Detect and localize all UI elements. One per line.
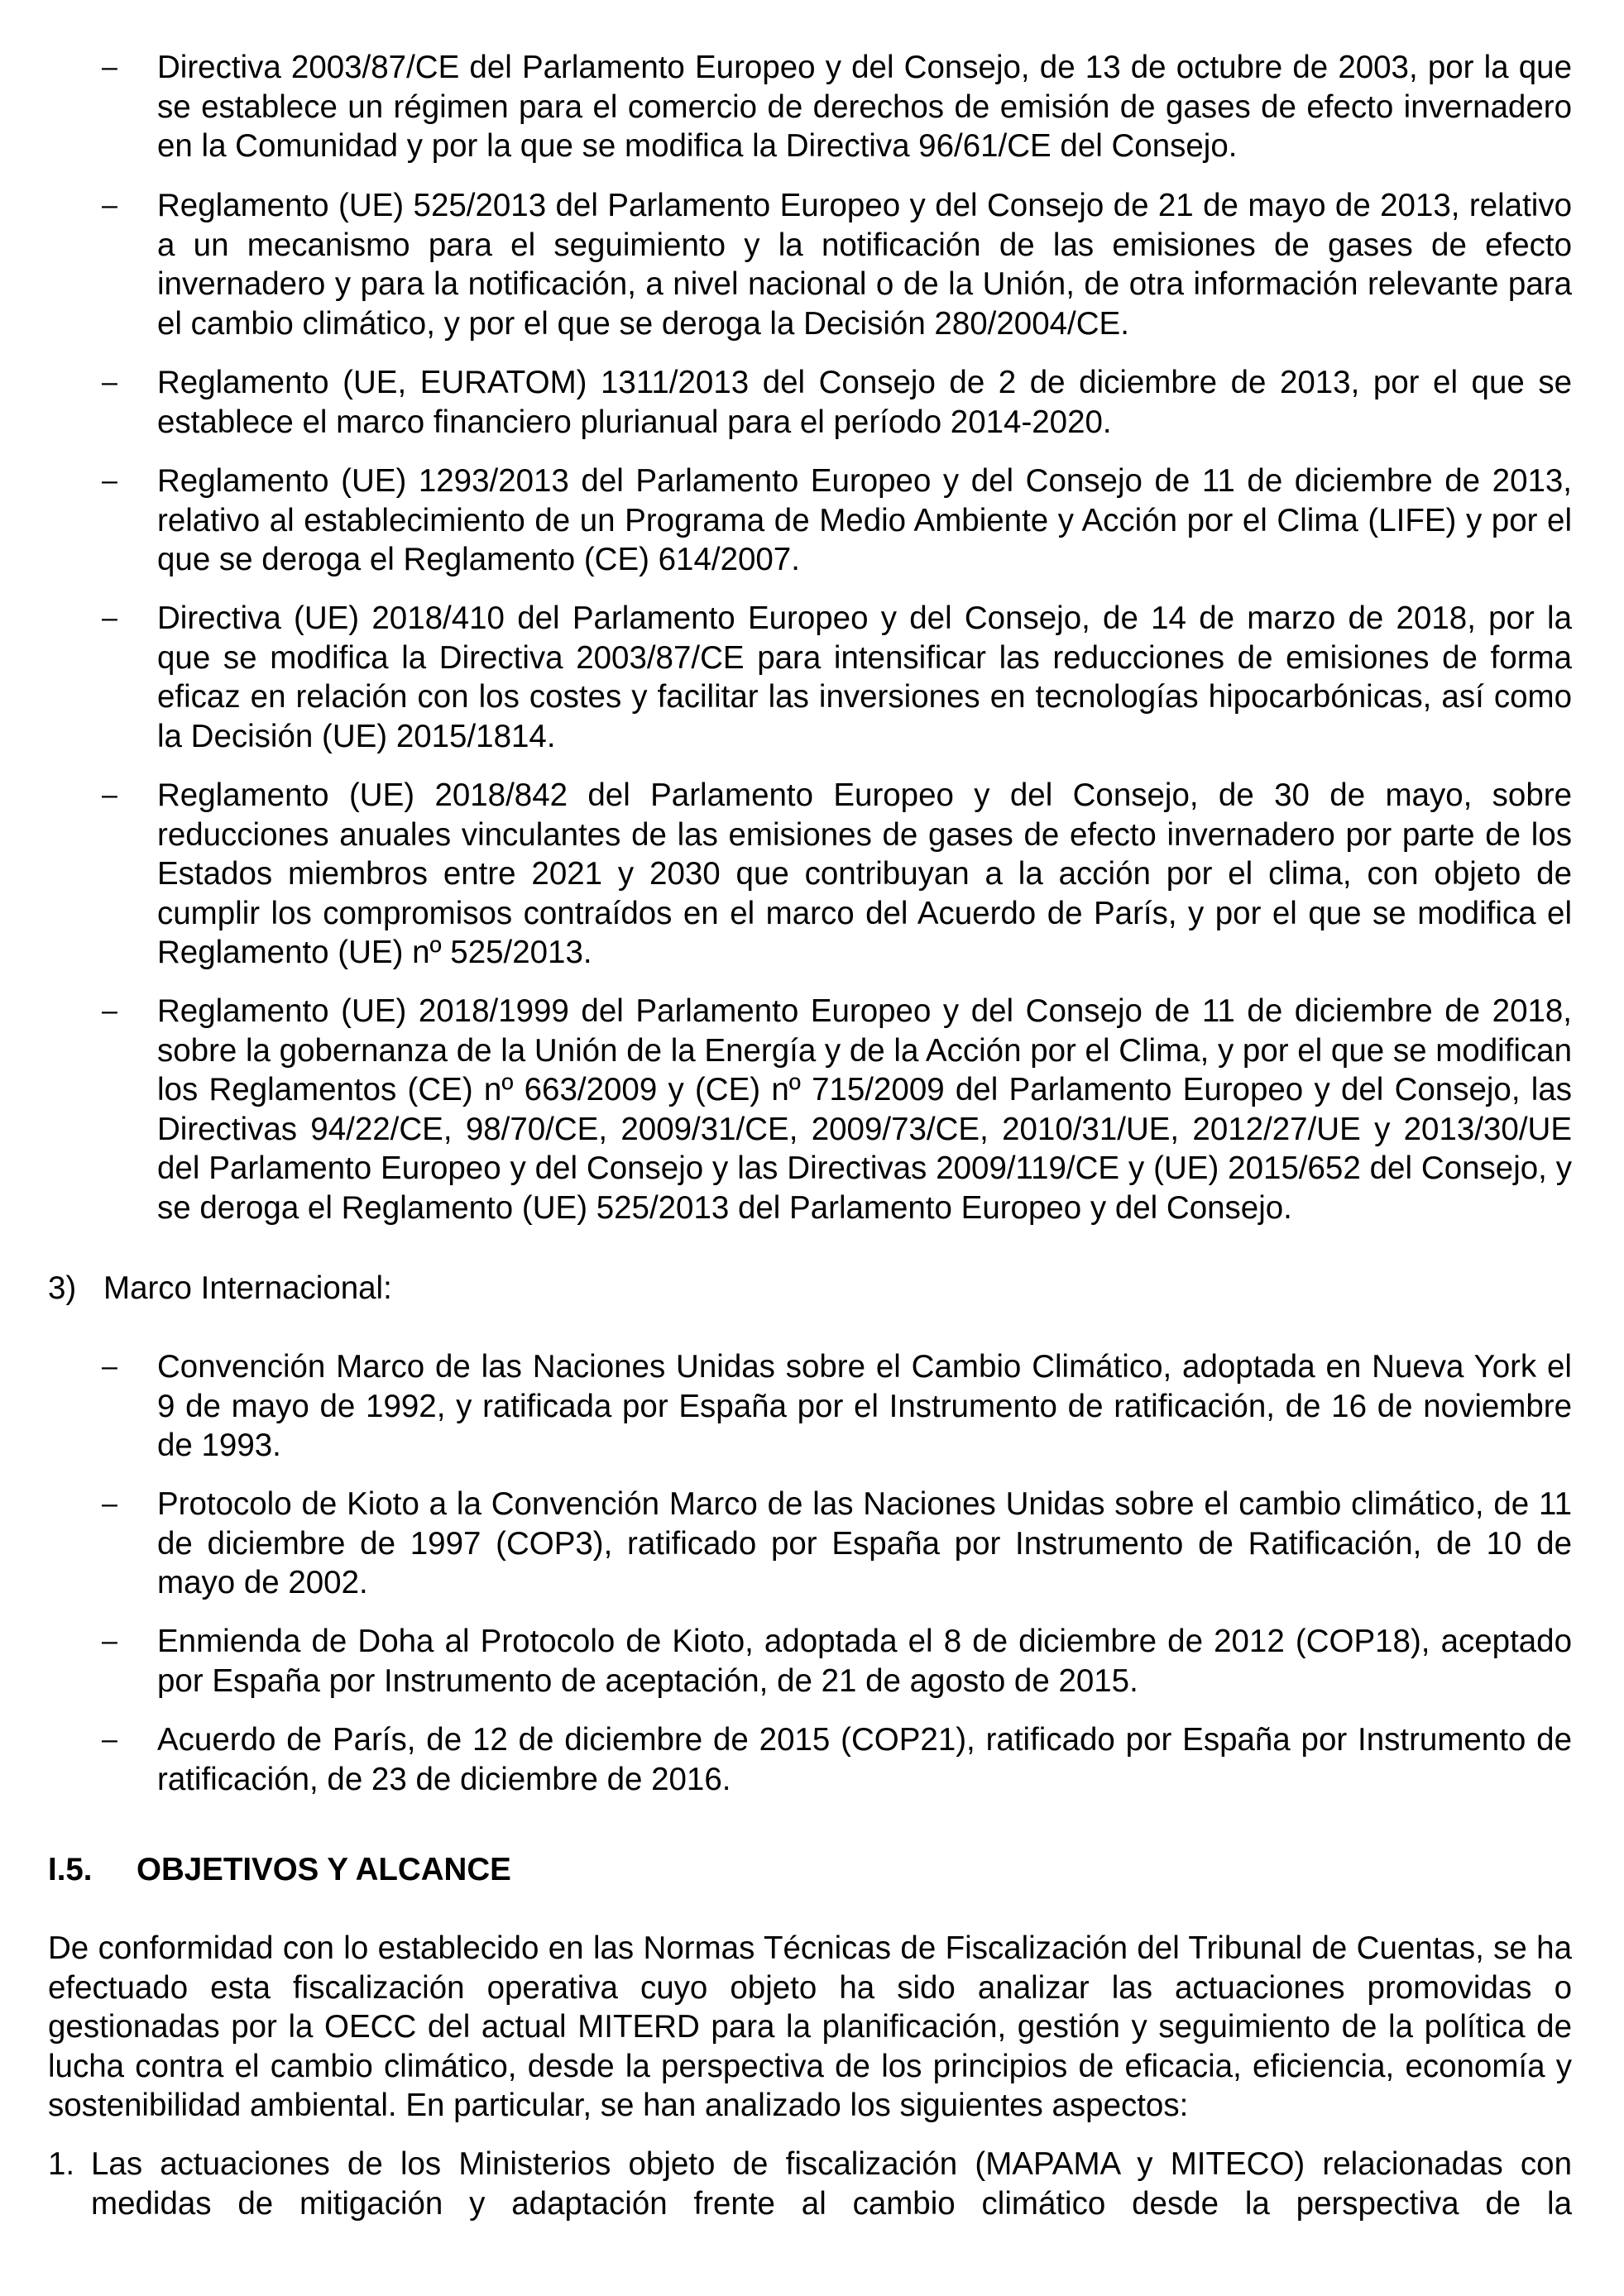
- list-dash: –: [102, 366, 117, 398]
- international-treaty-item: Enmienda de Doha al Protocolo de Kioto, adoptada el 8 de diciembre de 2012 (COP18), aceptado por España por Instrumento de aceptación, de 21 de agosto de 2015.: [157, 1624, 1572, 1699]
- list-dash: –: [102, 51, 117, 83]
- list-dash: –: [102, 602, 117, 634]
- list-dash: –: [102, 1724, 117, 1755]
- list-dash: –: [102, 995, 117, 1026]
- list-dash: –: [102, 1625, 117, 1657]
- list-number: 3): [48, 1270, 77, 1306]
- international-framework-title: Marco Internacional:: [103, 1270, 392, 1306]
- eu-regulation-item: Directiva (UE) 2018/410 del Parlamento Europeo y del Consejo, de 14 de marzo de 2018, por la que se modifica la Directiva 2003/87/CE para intensificar las reducciones de emisiones de forma eficaz en relación con los costes y facilitar las inversiones en tecnologías hipocarbónicas, así como la Decisión (UE) 2015/1814.: [157, 600, 1572, 754]
- list-dash: –: [102, 1488, 117, 1519]
- section-title: OBJETIVOS Y ALCANCE: [137, 1852, 511, 1887]
- list-dash: –: [102, 1351, 117, 1382]
- eu-regulation-item: Reglamento (UE, EURATOM) 1311/2013 del Consejo de 2 de diciembre de 2013, por el que se establece el marco financiero plurianual para el período 2014-2020.: [157, 365, 1572, 440]
- list-dash: –: [102, 779, 117, 811]
- objectives-paragraph: De conformidad con lo establecido en las Normas Técnicas de Fiscalización del Tribunal de Cuentas, se ha efectuado esta fiscalización operativa cuyo objeto ha sido analizar las actuaciones promovidas o gestionadas por la OECC del actual MITERD para la planificación, gestión y seguimiento de la política de lucha contra el cambio climático, desde la perspectiva de los principios de eficacia, eficiencia, economía y sostenibilidad ambiental. En particular, se han analizado los siguientes aspectos:: [48, 1930, 1572, 2123]
- section-number: I.5.: [48, 1852, 93, 1887]
- international-treaty-item: Protocolo de Kioto a la Convención Marco de las Naciones Unidas sobre el cambio climático, de 11 de diciembre de 1997 (COP3), ratificado por España por Instrumento de Ratificación, de 10 de mayo de 2002.: [157, 1486, 1572, 1600]
- list-dash: –: [102, 465, 117, 496]
- eu-regulation-item: Directiva 2003/87/CE del Parlamento Europeo y del Consejo, de 13 de octubre de 2003, por la que se establece un régimen para el comercio de derechos de emisión de gases de efecto invernadero en la Comunidad y por la que se modifica la Directiva 96/61/CE del Consejo.: [157, 50, 1572, 164]
- eu-regulation-item: Reglamento (UE) 2018/842 del Parlamento Europeo y del Consejo, de 30 de mayo, sobre reducciones anuales vinculantes de las emisiones de gases de efecto invernadero por parte de los Estados miembros entre 2021 y 2030 que contribuyan a la acción por el clima, con objeto de cumplir los compromisos contraídos en el marco del Acuerdo de París, y por el que se modifica el Reglamento (UE) nº 525/2013.: [157, 777, 1572, 970]
- international-treaty-item: Acuerdo de París, de 12 de diciembre de 2015 (COP21), ratificado por España por Instrumento de ratificación, de 23 de diciembre de 2016.: [157, 1722, 1572, 1797]
- international-treaty-item: Convención Marco de las Naciones Unidas sobre el Cambio Climático, adoptada en Nueva York el 9 de mayo de 1992, y ratificada por España por el Instrumento de ratificación, de 16 de noviembre de 1993.: [157, 1349, 1572, 1463]
- eu-regulation-item: Reglamento (UE) 525/2013 del Parlamento Europeo y del Consejo de 21 de mayo de 2013, relativo a un mecanismo para el seguimiento y la notificación de las emisiones de gases de efecto invernadero y para la notificación, a nivel nacional o de la Unión, de otra información relevante para el cambio climático, y por el que se deroga la Decisión 280/2004/CE.: [157, 188, 1572, 342]
- eu-regulation-item: Reglamento (UE) 2018/1999 del Parlamento Europeo y del Consejo de 11 de diciembre de 2018, sobre la gobernanza de la Unión de la Energía y de la Acción por el Clima, y por el que se modifican los Reglamentos (CE) nº 663/2009 y (CE) nº 715/2009 del Parlamento Europeo y del Consejo, las Directivas 94/22/CE, 98/70/CE, 2009/31/CE, 2009/73/CE, 2010/31/UE, 2012/27/UE y 2013/30/UE del Parlamento Europeo y del Consejo y las Directivas 2009/119/CE y (UE) 2015/652 del Consejo, y se deroga el Reglamento (UE) 525/2013 del Parlamento Europeo y del Consejo.: [157, 993, 1572, 1226]
- list-dash: –: [102, 189, 117, 221]
- aspect-item-text: Las actuaciones de los Ministerios objeto de fiscalización (MAPAMA y MITECO) relacionadas con medidas de mitigación y adaptación frente al cambio climático desde la perspectiva de la: [91, 2146, 1572, 2222]
- eu-regulation-item: Reglamento (UE) 1293/2013 del Parlamento Europeo y del Consejo de 11 de diciembre de 2013, relativo al establecimiento de un Programa de Medio Ambiente y Acción por el Clima (LIFE) y por el que se deroga el Reglamento (CE) 614/2007.: [157, 463, 1572, 577]
- aspect-number: 1.: [48, 2146, 75, 2182]
